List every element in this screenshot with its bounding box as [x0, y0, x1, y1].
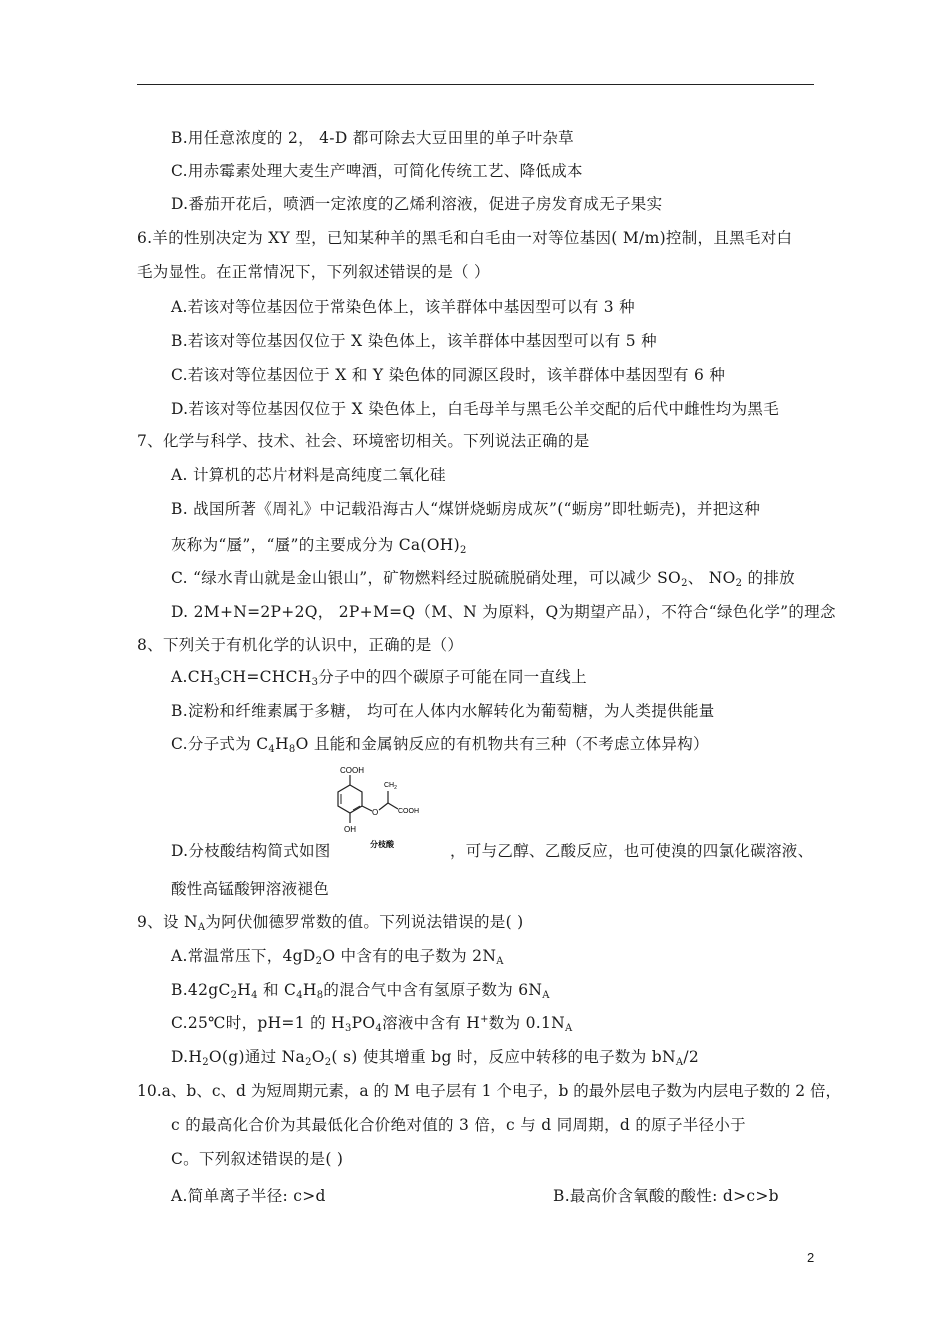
q9-option-c: C.25℃时，pH=1 的 $H_3PO_4$溶液中含有 H+数为 $0.1N_A$	[171, 1014, 573, 1034]
q8-option-d-right: ，可与乙醇、乙酸反应，也可使溴的四氯化碳溶液、	[450, 842, 814, 860]
q8-stem: 8、下列关于有机化学的认识中，正确的是（）	[137, 636, 464, 654]
q10-stem-line1: 10.a、b、c、d 为短周期元素，a 的 M 电子层有 1 个电子，b 的最外层电子数为内层电子数的 2 倍，	[137, 1082, 842, 1100]
q10-option-a: A.简单离子半径: c>d	[171, 1187, 326, 1205]
q10-option-b: B.最高价含氧酸的酸性: d>c>b	[553, 1187, 779, 1205]
struct-side-label-2: COOH	[398, 808, 419, 815]
q6-option-d: D.若该对等位基因仅位于 X 染色体上，白毛母羊与黑毛公羊交配的后代中雌性均为黑毛	[171, 400, 779, 418]
struct-oxygen: O	[372, 808, 379, 817]
q6-stem-line2: 毛为显性。在正常情况下，下列叙述错误的是（ ）	[137, 263, 490, 281]
q7-option-b-line1: B. 战国所著《周礼》中记载沿海古人“煤饼烧蛎房成灰”(“蛎房”即牡蛎壳)，并把这种	[171, 500, 761, 518]
struct-top-label: COOH	[340, 766, 364, 775]
q6-option-c: C.若该对等位基因位于 X 和 Y 染色体的同源区段时，该羊群体中基因型有 6 种	[171, 366, 726, 384]
q7-stem: 7、化学与科学、技术、社会、环境密切相关。下列说法正确的是	[137, 432, 590, 450]
header-rule	[137, 84, 814, 85]
q8-option-a: $A.CH_3CH=CHCH_3$分子中的四个碳原子可能在同一直线上	[171, 668, 587, 688]
q5-option-d: D.番茄开花后，喷洒一定浓度的乙烯利溶液，促进子房发育成无子果实	[171, 195, 663, 213]
q9-option-a: A.常温常压下，$4gD_2O$ 中含有的电子数为 $2N_A$	[171, 947, 504, 967]
struct-ring	[338, 785, 362, 813]
q6-stem-line1: 6.羊的性别决定为 XY 型，已知某种羊的黑毛和白毛由一对等位基因( M/m)控制，且黑毛对白	[137, 229, 793, 247]
q6-option-b: B.若该对等位基因仅位于 X 染色体上，该羊群体中基因型可以有 5 种	[171, 332, 657, 350]
chorismic-acid-structure	[330, 765, 440, 855]
struct-side-label-1: $CH_2$	[384, 782, 397, 791]
page-number: 2	[807, 1250, 815, 1265]
q7-option-a: A. 计算机的芯片材料是高纯度二氧化硅	[171, 466, 446, 484]
q5-option-c: C.用赤霉素处理大麦生产啤酒，可简化传统工艺、降低成本	[171, 162, 583, 180]
struct-caption: 分枝酸	[370, 839, 394, 849]
q9-stem: 9、设 $N_A$为阿伏伽德罗常数的值。下列说法错误的是( )	[137, 913, 524, 933]
q9-option-b: $B.42gC_2H_4$ 和 $C_4H_8$的混合气中含有氢原子数为 $6N_A$	[171, 981, 550, 1001]
q8-option-d-left: D.分枝酸结构简式如图	[171, 842, 331, 860]
q8-option-d-line2: 酸性高锰酸钾溶液褪色	[171, 880, 330, 898]
struct-bottom-label: OH	[344, 825, 356, 834]
q10-stem-line3: C。下列叙述错误的是( )	[171, 1150, 344, 1168]
q5-option-b: B.用任意浓度的 2， 4-D 都可除去大豆田里的单子叶杂草	[171, 129, 574, 147]
q7-option-d: D. 2M+N=2P+2Q， 2P+M=Q（M、N 为原料，Q为期望产品），不符合“绿色化学”的理念	[171, 603, 836, 621]
q8-option-c: C.分子式为 $C_4H_8O$ 且能和金属钠反应的有机物共有三种（不考虑立体异构）	[171, 735, 709, 755]
q6-option-a: A.若该对等位基因位于常染色体上，该羊群体中基因型可以有 3 种	[171, 298, 635, 316]
q7-option-c: C. “绿水青山就是金山银山”，矿物燃料经过脱硫脱硝处理，可以减少 $SO_2$、 $NO_2$ 的排放	[171, 569, 795, 589]
q8-option-b: B.淀粉和纤维素属于多糖， 均可在人体内水解转化为葡萄糖，为人类提供能量	[171, 702, 715, 720]
q10-stem-line2: c 的最高化合价为其最低化合价绝对值的 3 倍，c 与 d 同周期，d 的原子半径小于	[171, 1116, 746, 1134]
q7-option-b-line2: 灰称为“蜃”，“蜃”的主要成分为 $Ca(OH)_2$	[171, 536, 467, 556]
q9-option-d: $D.H_2O(g)$通过 $Na_2O_2$( s) 使其增重 bg 时，反应中转移的电子数为 $bN_A/2$	[171, 1048, 700, 1068]
